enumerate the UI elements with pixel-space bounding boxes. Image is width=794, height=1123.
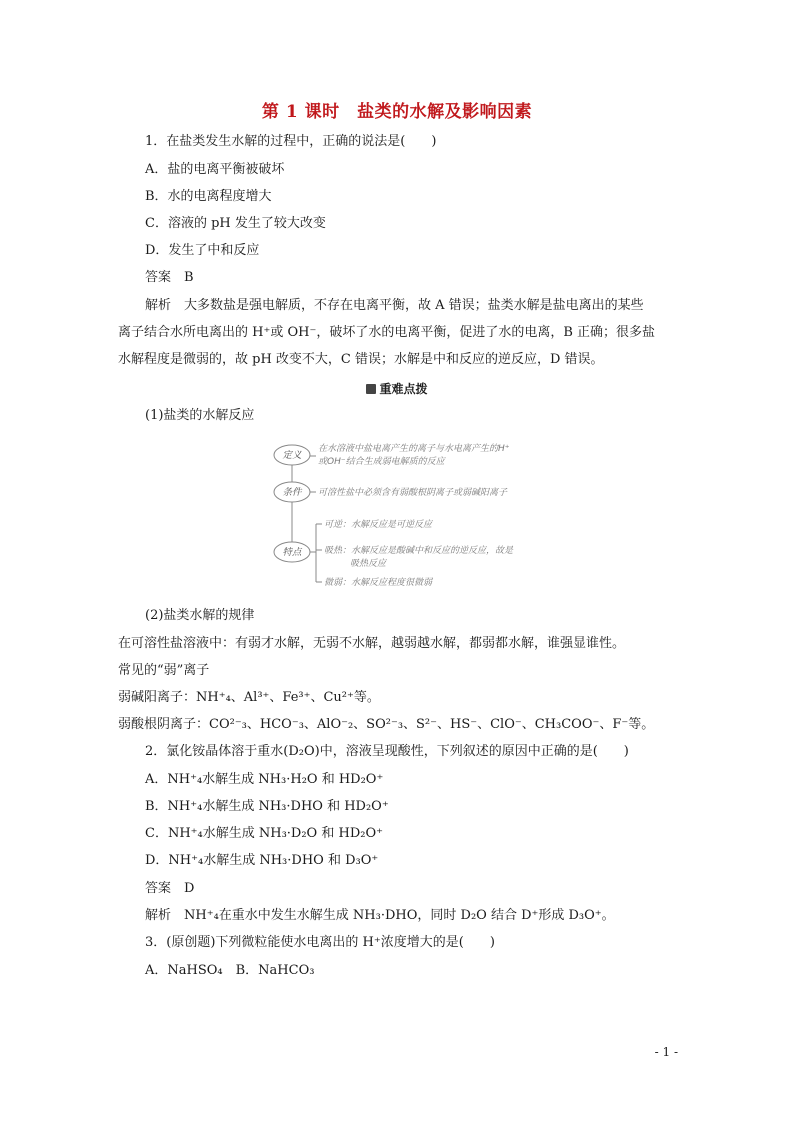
q1-option-a: A．盐的电离平衡被破坏 bbox=[145, 162, 285, 177]
hydrolysis-concept-diagram bbox=[270, 438, 610, 598]
q2-answer: 答案 D bbox=[145, 881, 195, 896]
q1-analysis-line2: 离子结合水所电离出的 H⁺或 OH⁻，破坏了水的电离平衡，促进了水的电离，B 正确；很多盐 bbox=[118, 325, 656, 340]
diagram-definition-line2: 或OH⁻结合生成弱电解质的反应 bbox=[318, 457, 445, 467]
diagram-node-condition-label: 条件 bbox=[282, 487, 302, 498]
q1-analysis-line1: 解析 大多数盐是强电解质，不存在电离平衡，故 A 错误；盐类水解是盐电离出的某些 bbox=[145, 298, 644, 313]
q1-option-c: C．溶液的 pH 发生了较大改变 bbox=[145, 216, 326, 231]
weak-base-cations: 弱碱阳离子：NH⁺₄、Al³⁺、Fe³⁺、Cu²⁺等。 bbox=[118, 690, 380, 705]
q3-options-ab: A．NaHSO₄ B．NaHCO₃ bbox=[145, 963, 315, 978]
q2-option-a: A．NH⁺₄水解生成 NH₃·H₂O 和 HD₂O⁺ bbox=[145, 772, 384, 787]
section-mark: 重难点拨 bbox=[0, 380, 794, 397]
weak-acid-anions: 弱酸根阴离子：CO²⁻₃、HCO⁻₃、AlO⁻₂、SO²⁻₃、S²⁻、HS⁻、ClO⁻、CH₃COO⁻、F⁻等。 bbox=[118, 717, 655, 732]
diagram-condition-text: 可溶性盐中必须含有弱酸根阴离子或弱碱阳离子 bbox=[318, 488, 508, 498]
q2-analysis: 解析 NH⁺₄在重水中发生水解生成 NH₃·DHO，同时 D₂O 结合 D⁺形成 D₃O⁺。 bbox=[145, 908, 615, 923]
q1-answer: 答案 B bbox=[145, 270, 194, 285]
page-number: - 1 - bbox=[654, 1045, 678, 1059]
diagram-node-feature-label: 特点 bbox=[282, 547, 302, 558]
q1-stem: 1．在盐类发生水解的过程中，正确的说法是( ) bbox=[145, 134, 437, 149]
q2-option-d: D．NH⁺₄水解生成 NH₃·DHO 和 D₃O⁺ bbox=[145, 853, 379, 868]
page-title: 第 1 课时 盐类的水解及影响因素 bbox=[261, 102, 533, 122]
subheading-hydrolysis-reaction: (1)盐类的水解反应 bbox=[145, 408, 255, 423]
q1-option-b: B．水的电离程度增大 bbox=[145, 189, 272, 204]
diagram-feature-endothermic-line2: 吸热反应 bbox=[350, 559, 387, 569]
diagram-node-definition-label: 定义 bbox=[282, 450, 302, 461]
diagram-feature-reversible: 可逆：水解反应是可逆反应 bbox=[324, 520, 433, 530]
section-mark-icon bbox=[366, 384, 376, 394]
diagram-feature-weak: 微弱：水解反应程度很微弱 bbox=[324, 578, 433, 588]
subheading-hydrolysis-rules: (2)盐类水解的规律 bbox=[145, 608, 255, 623]
q2-option-c: C．NH⁺₄水解生成 NH₃·D₂O 和 HD₂O⁺ bbox=[145, 826, 383, 841]
diagram-feature-endothermic-line1: 吸热：水解反应是酸碱中和反应的逆反应，故是 bbox=[324, 546, 514, 556]
weak-ions-title: 常见的“弱”离子 bbox=[118, 663, 210, 678]
q2-option-b: B．NH⁺₄水解生成 NH₃·DHO 和 HD₂O⁺ bbox=[145, 799, 389, 814]
rule-text: 在可溶性盐溶液中：有弱才水解，无弱不水解，越弱越水解，都弱都水解，谁强显谁性。 bbox=[118, 636, 626, 651]
diagram-definition-line1: 在水溶液中盐电离产生的离子与水电离产生的H⁺ bbox=[318, 444, 510, 454]
q1-option-d: D．发生了中和反应 bbox=[145, 243, 260, 258]
q2-stem: 2．氯化铵晶体溶于重水(D₂O)中，溶液呈现酸性，下列叙述的原因中正确的是( ) bbox=[145, 744, 629, 759]
q1-analysis-line3: 水解程度是微弱的，故 pH 改变不大，C 错误；水解是中和反应的逆反应，D 错误。 bbox=[118, 352, 604, 367]
q3-stem: 3．(原创题)下列微粒能使水电离出的 H⁺浓度增大的是( ) bbox=[145, 935, 495, 950]
